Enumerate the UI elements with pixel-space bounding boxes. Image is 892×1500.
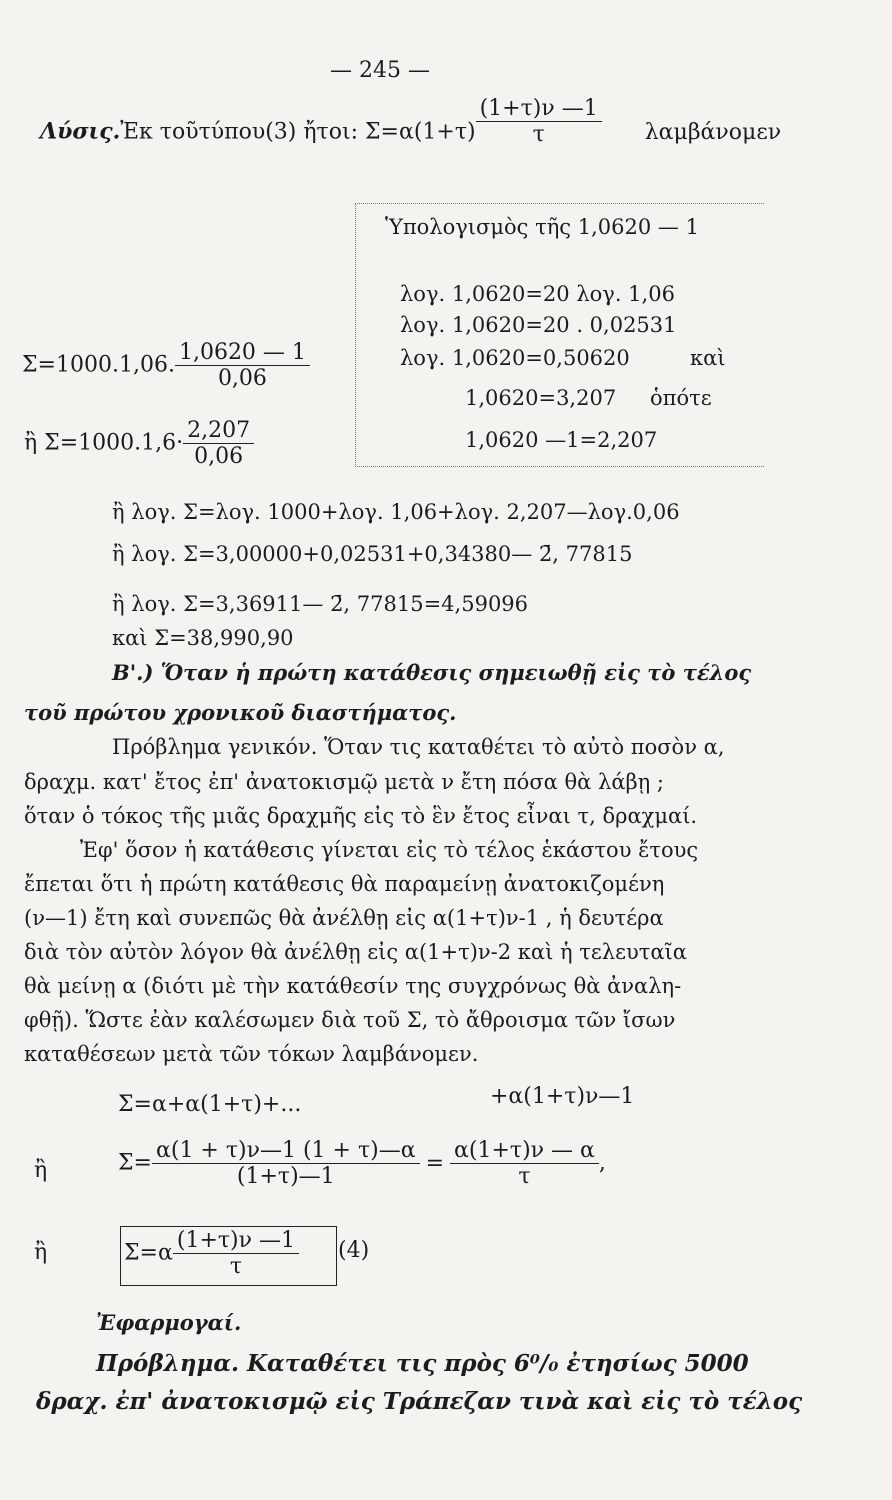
calc-line-3: λογ. 1,0620=0,50620 [400, 346, 630, 370]
eq2-fraction-2 [450, 1138, 599, 1189]
log-line-4: καὶ Σ=38,990,90 [112, 626, 294, 650]
paragraph-line-2: ἔπεται ὅτι ἡ πρώτη κατάθεσις θὰ παραμείνῃ ἀνατοκιζομένη [24, 872, 665, 896]
eq2-prefix: ἢ [34, 1158, 48, 1183]
general-problem-line-2: δραχμ. κατ' ἔτος ἐπ' ἀνατοκισμῷ μετὰ ν ἔτη πόσα θὰ λάβῃ ; [24, 770, 664, 794]
eq3-den: τ [229, 1254, 243, 1279]
calc-word-kai: καὶ [690, 346, 726, 370]
eq2-sigma: Σ= [118, 1150, 152, 1176]
calc-line-1: λογ. 1,0620=20 λογ. 1,06 [400, 282, 675, 306]
page-number: — 245 — [330, 58, 430, 83]
calc-title: Ὑπολογισμὸς τῆς 1,0620 — 1 [385, 215, 699, 239]
eq2-fraction-1 [152, 1138, 420, 1189]
log-line-1: ἢ λογ. Σ=λογ. 1000+λογ. 1,06+λογ. 2,207—λογ.0,06 [112, 500, 680, 524]
eq3-prefix: ἢ [34, 1240, 48, 1265]
eq3-sigma: Σ=α [124, 1240, 173, 1266]
paragraph-line-4: διὰ τὸν αὐτὸν λόγον θὰ ἀνέλθῃ εἰς α(1+τ)ν-2 καὶ ἡ τελευταῖα [24, 940, 687, 964]
eq2-equals: = [425, 1150, 445, 1176]
eq2 [118, 1138, 606, 1189]
paragraph-line-5: θὰ μείνῃ α (διότι μὲ τὴν κατάθεσίν της συγχρόνως θὰ ἀναλη- [24, 974, 682, 998]
general-problem-text: Πρόβλημα γενικόν. Ὅταν τις καταθέτει τὸ αὐτὸ ποσὸν α, [112, 735, 725, 759]
general-problem-line-1 [112, 735, 725, 759]
applications-heading: Ἐφαρμογαί. [96, 1310, 242, 1335]
solution-after: λαμβάνομεν [644, 119, 782, 145]
paragraph-line-3: (ν—1) ἔτη καὶ συνεπῶς θὰ ἀνέλθῃ εἰς α(1+τ)ν-1 , ἡ δευτέρα [24, 906, 664, 930]
left-eq-1-num: 1,0620 — 1 [175, 340, 310, 366]
section-b-heading-1: Β'.) Ὅταν ἡ πρώτη κατάθεσις σημειωθῇ εἰς τὸ τέλος [112, 660, 752, 685]
problem-line-1: Πρόβλημα. Καταθέτει τις πρὸς 6⁰/₀ ἐτησίως 5000 [96, 1350, 749, 1377]
left-eq-2-den: 0,06 [194, 444, 244, 469]
sum-eq-right: +α(1+τ)ν—1 [490, 1084, 635, 1109]
solution-fraction [476, 96, 602, 147]
calc-word-opote: ὁπότε [650, 386, 712, 410]
solution-text: Ἐκ τοῦτύπου(3) ἤτοι: Σ=α(1+τ) [120, 119, 476, 145]
eq3-tag: (4) [338, 1238, 370, 1263]
eq2-num2: α(1+τ)ν — α [450, 1138, 599, 1164]
eq3-fraction [173, 1228, 299, 1279]
solution-frac-num: (1+τ)ν —1 [476, 96, 602, 122]
eq3-num: (1+τ)ν —1 [173, 1228, 299, 1254]
eq2-comma: , [598, 1150, 606, 1176]
sum-eq-left: Σ=α+α(1+τ)+... [118, 1092, 302, 1117]
paragraph-line-6: φθῇ). Ὥστε ἐὰν καλέσωμεν διὰ τοῦ Σ, τὸ ἄθροισμα τῶν ἴσων [24, 1008, 676, 1032]
left-eq-1-prefix: Σ=1000.1,06. [22, 352, 175, 378]
left-eq-1-fraction [175, 340, 310, 391]
paragraph-line-7: καταθέσεων μετὰ τῶν τόκων λαμβάνομεν. [24, 1042, 479, 1066]
solution-frac-den: τ [532, 122, 545, 147]
eq3 [124, 1228, 299, 1279]
left-eq-1 [22, 340, 310, 391]
general-problem-line-3: ὅταν ὁ τόκος τῆς μιᾶς δραχμῆς εἰς τὸ ἓν ἔτος εἶναι τ, δραχμαί. [24, 804, 698, 828]
calc-line-5: 1,0620 —1=2,207 [465, 428, 658, 452]
left-eq-2 [24, 418, 254, 469]
left-eq-1-den: 0,06 [217, 366, 267, 391]
eq2-den2: τ [518, 1164, 531, 1189]
eq2-den: (1+τ)—1 [236, 1164, 335, 1189]
paragraph-line-1: Ἐφ' ὅσον ἡ κατάθεσις γίνεται εἰς τὸ τέλος ἑκάστου ἔτους [80, 838, 699, 862]
calc-line-4: 1,0620=3,207 [465, 386, 617, 410]
problem-line-2: δραχ. ἐπ' ἀνατοκισμῷ εἰς Τράπεζαν τινὰ καὶ εἰς τὸ τέλος [36, 1388, 803, 1415]
left-eq-2-fraction [183, 418, 254, 469]
eq2-num: α(1 + τ)ν—1 (1 + τ)—α [152, 1138, 420, 1164]
left-eq-2-prefix: ἢ Σ=1000.1,6· [24, 430, 184, 456]
calc-line-2: λογ. 1,0620=20 . 0,02531 [400, 313, 677, 337]
solution-label: Λύσις. [40, 118, 121, 145]
section-b-heading-2: τοῦ πρώτου χρονικοῦ διαστήματος. [24, 700, 457, 725]
log-line-2: ἢ λογ. Σ=3,00000+0,02531+0,34380— 2̄, 77815 [112, 542, 633, 566]
log-line-3: ἢ λογ. Σ=3,36911— 2̄, 77815=4,59096 [112, 592, 529, 616]
left-eq-2-num: 2,207 [183, 418, 254, 444]
